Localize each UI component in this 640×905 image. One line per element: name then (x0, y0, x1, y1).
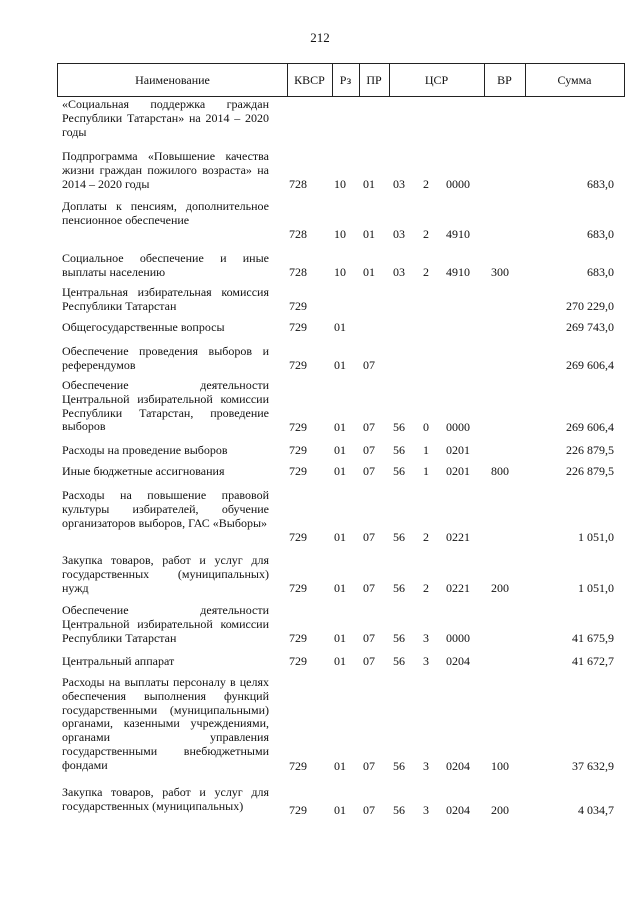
row-sum: 41 672,7 (572, 654, 614, 669)
row-rz: 01 (334, 631, 346, 646)
table-header (57, 63, 625, 97)
header-rz: Рз (332, 64, 360, 96)
row-c2: 3 (423, 803, 429, 818)
row-sum: 683,0 (587, 265, 614, 280)
row-name: Закупка товаров, работ и услуг для государственных (муниципальных) нужд (62, 553, 269, 595)
table-row (0, 98, 640, 140)
row-c2: 2 (423, 530, 429, 545)
row-rz: 01 (334, 358, 346, 373)
row-kvsr: 729 (289, 420, 307, 435)
row-pr: 07 (363, 631, 375, 646)
row-pr: 07 (363, 581, 375, 596)
row-rz: 01 (334, 443, 346, 458)
table-row (0, 252, 640, 280)
row-sum: 683,0 (587, 227, 614, 242)
table-row (0, 150, 640, 192)
row-rz: 01 (334, 581, 346, 596)
row-sum: 226 879,5 (566, 464, 614, 479)
header-name: Наименование (58, 64, 288, 96)
row-sum: 4 034,7 (578, 803, 614, 818)
table-row (0, 655, 640, 669)
row-rz: 01 (334, 759, 346, 774)
row-vr: 800 (491, 464, 509, 479)
row-c3: 0221 (446, 530, 470, 545)
row-c2: 3 (423, 759, 429, 774)
row-c3: 0000 (446, 420, 470, 435)
row-kvsr: 729 (289, 443, 307, 458)
row-c1: 56 (393, 803, 405, 818)
row-sum: 269 743,0 (566, 320, 614, 335)
row-kvsr: 729 (289, 299, 307, 314)
row-c1: 56 (393, 654, 405, 669)
row-kvsr: 729 (289, 358, 307, 373)
row-c2: 2 (423, 581, 429, 596)
row-sum: 226 879,5 (566, 443, 614, 458)
row-c1: 03 (393, 177, 405, 192)
row-sum: 270 229,0 (566, 299, 614, 314)
row-name: Центральный аппарат (62, 654, 175, 668)
row-c2: 3 (423, 654, 429, 669)
row-c2: 1 (423, 464, 429, 479)
row-rz: 10 (334, 265, 346, 280)
row-sum: 41 675,9 (572, 631, 614, 646)
row-sum: 269 606,4 (566, 420, 614, 435)
row-pr: 07 (363, 803, 375, 818)
row-vr: 300 (491, 265, 509, 280)
row-c1: 03 (393, 265, 405, 280)
row-name: «Социальная поддержка граждан Республики Татарстан» на 2014 – 2020 годы (62, 97, 269, 139)
row-rz: 01 (334, 420, 346, 435)
row-vr: 200 (491, 581, 509, 596)
row-name: Социальное обеспечение и иные выплаты населению (62, 251, 269, 279)
row-c2: 3 (423, 631, 429, 646)
row-rz: 01 (334, 654, 346, 669)
row-pr: 07 (363, 443, 375, 458)
row-c3: 0201 (446, 464, 470, 479)
row-c1: 56 (393, 443, 405, 458)
table-row (0, 676, 640, 774)
row-kvsr: 729 (289, 581, 307, 596)
header-csr: ЦСР (389, 64, 485, 96)
row-c3: 4910 (446, 227, 470, 242)
row-kvsr: 729 (289, 631, 307, 646)
row-name: Доплаты к пенсиям, дополнительное пенсионное обеспечение (62, 199, 269, 227)
row-pr: 01 (363, 265, 375, 280)
table-row (0, 604, 640, 646)
row-vr: 100 (491, 759, 509, 774)
row-rz: 01 (334, 530, 346, 545)
row-c3: 0204 (446, 654, 470, 669)
row-c1: 03 (393, 227, 405, 242)
row-c1: 56 (393, 759, 405, 774)
row-name: Подпрограмма «Повышение качества жизни граждан пожилого возраста» на 2014 – 2020 годы (62, 149, 269, 191)
row-c1: 56 (393, 530, 405, 545)
row-c3: 0204 (446, 803, 470, 818)
table-row (0, 444, 640, 458)
table-row (0, 379, 640, 435)
page-number: 212 (310, 30, 330, 45)
row-name: Расходы на выплаты персоналу в целях обеспечения выполнения функций государственными (муниципальными) органами, казенными учреждениями, органами управления государственными внебюджетными фондами (62, 675, 269, 772)
row-c3: 0204 (446, 759, 470, 774)
row-name: Центральная избирательная комиссия Республики Татарстан (62, 285, 269, 313)
row-name: Обеспечение деятельности Центральной избирательной комиссии Республики Татарстан (62, 603, 269, 645)
row-name: Обеспечение деятельности Центральной избирательной комиссии Республики Татарстан, проведение выборов (62, 378, 269, 434)
row-rz: 10 (334, 227, 346, 242)
header-vr: ВР (484, 64, 526, 96)
table-row (0, 345, 640, 373)
row-c2: 2 (423, 227, 429, 242)
row-name: Расходы на проведение выборов (62, 443, 228, 457)
row-pr: 07 (363, 420, 375, 435)
row-name: Иные бюджетные ассигнования (62, 464, 225, 478)
row-sum: 269 606,4 (566, 358, 614, 373)
row-sum: 1 051,0 (578, 530, 614, 545)
row-pr: 07 (363, 759, 375, 774)
row-kvsr: 729 (289, 464, 307, 479)
row-c3: 4910 (446, 265, 470, 280)
row-kvsr: 729 (289, 759, 307, 774)
row-c1: 56 (393, 581, 405, 596)
row-rz: 10 (334, 177, 346, 192)
table-row (0, 321, 640, 335)
row-name: Закупка товаров, работ и услуг для государственных (муниципальных) (62, 785, 269, 813)
row-kvsr: 729 (289, 320, 307, 335)
row-name: Расходы на повышение правовой культуры избирателей, обучение организаторов выборов, ГАС «Выборы» (62, 488, 269, 530)
row-kvsr: 728 (289, 227, 307, 242)
row-kvsr: 729 (289, 803, 307, 818)
header-pr: ПР (359, 64, 390, 96)
row-c2: 1 (423, 443, 429, 458)
row-c1: 56 (393, 420, 405, 435)
row-c3: 0000 (446, 631, 470, 646)
row-rz: 01 (334, 320, 346, 335)
row-rz: 01 (334, 803, 346, 818)
row-name: Общегосударственные вопросы (62, 320, 225, 334)
table-row (0, 286, 640, 314)
row-sum: 37 632,9 (572, 759, 614, 774)
row-c3: 0000 (446, 177, 470, 192)
row-c3: 0221 (446, 581, 470, 596)
row-pr: 07 (363, 464, 375, 479)
row-kvsr: 728 (289, 177, 307, 192)
row-c2: 2 (423, 177, 429, 192)
table-row (0, 554, 640, 596)
row-kvsr: 729 (289, 530, 307, 545)
row-pr: 07 (363, 530, 375, 545)
table-row (0, 489, 640, 545)
row-name: Обеспечение проведения выборов и референдумов (62, 344, 269, 372)
table-row (0, 465, 640, 479)
row-pr: 01 (363, 227, 375, 242)
row-c2: 2 (423, 265, 429, 280)
table-row (0, 786, 640, 818)
row-kvsr: 729 (289, 654, 307, 669)
row-sum: 1 051,0 (578, 581, 614, 596)
row-c1: 56 (393, 631, 405, 646)
header-kvsr: КВСР (287, 64, 333, 96)
header-sum: Сумма (557, 73, 592, 87)
row-pr: 01 (363, 177, 375, 192)
row-vr: 200 (491, 803, 509, 818)
row-c2: 0 (423, 420, 429, 435)
row-rz: 01 (334, 464, 346, 479)
row-kvsr: 728 (289, 265, 307, 280)
table-row (0, 200, 640, 242)
row-sum: 683,0 (587, 177, 614, 192)
row-c1: 56 (393, 464, 405, 479)
row-c3: 0201 (446, 443, 470, 458)
row-pr: 07 (363, 358, 375, 373)
row-pr: 07 (363, 654, 375, 669)
